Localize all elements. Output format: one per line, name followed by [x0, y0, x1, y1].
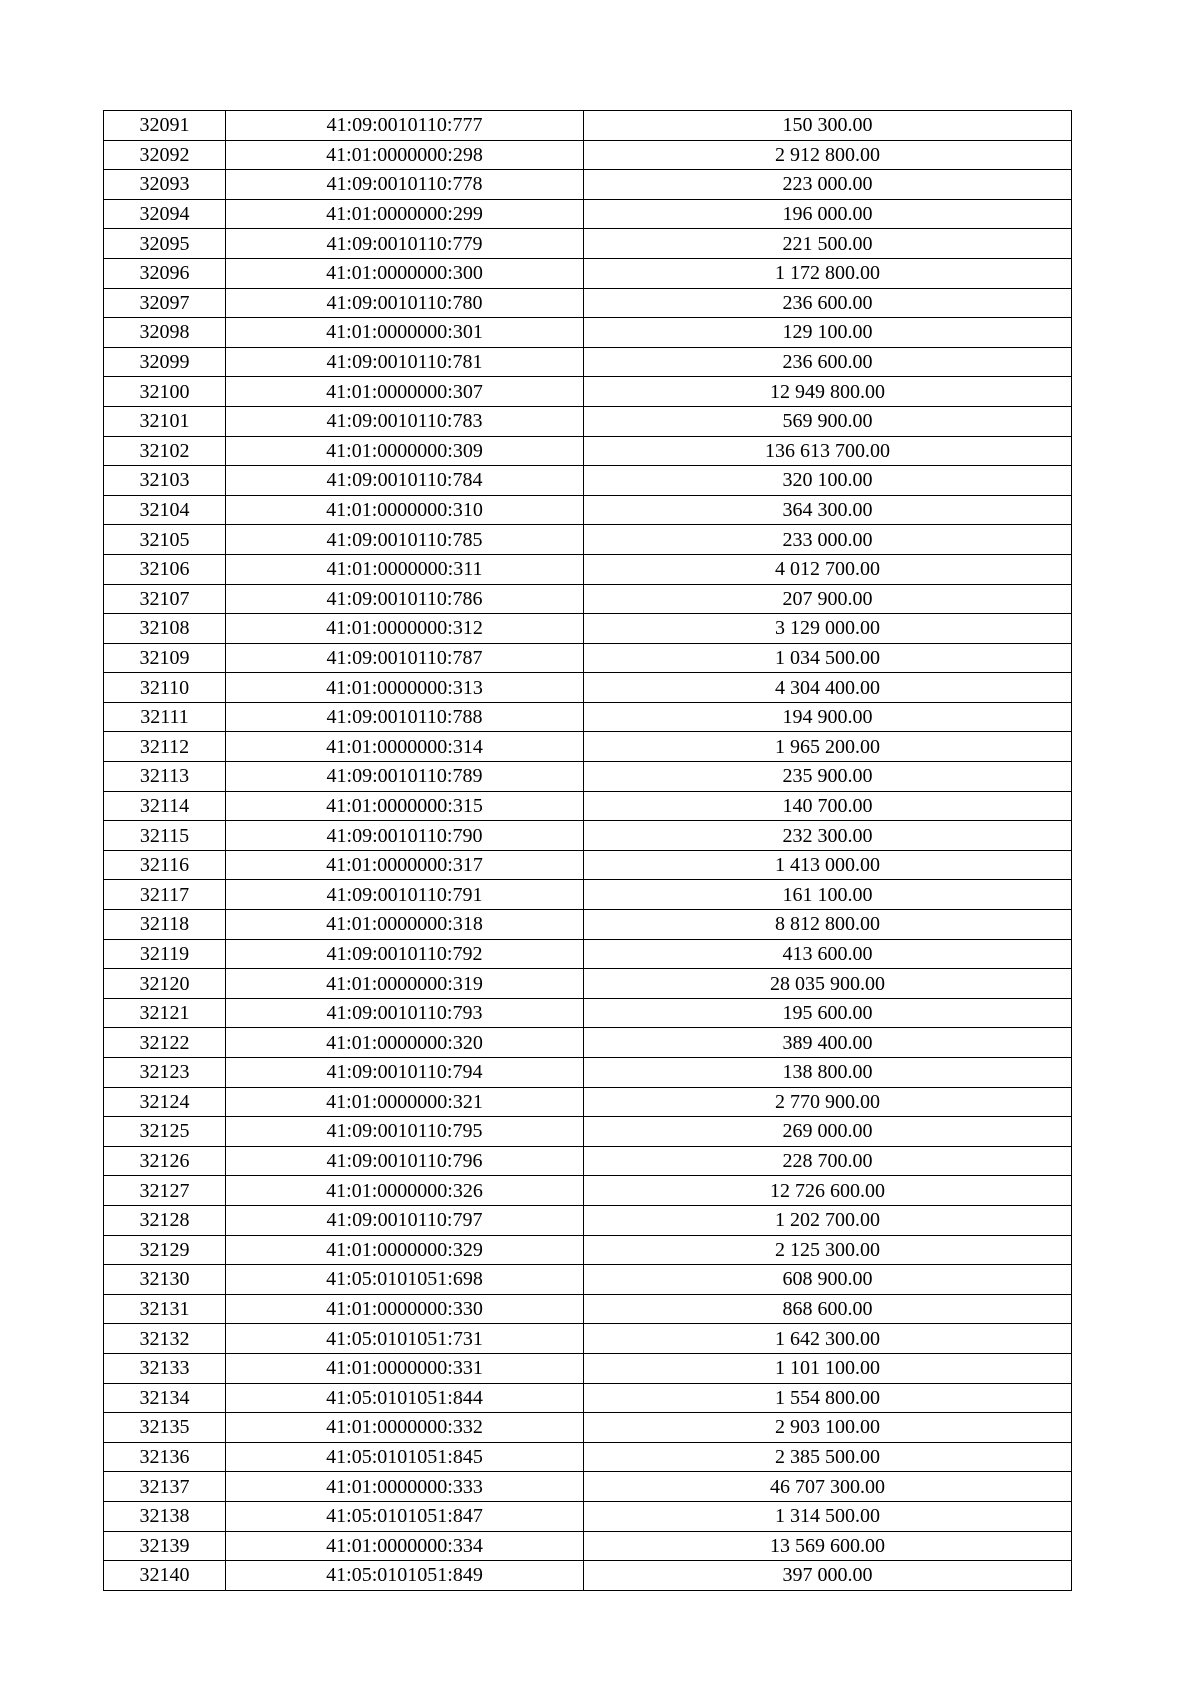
- table-row: [104, 584, 1072, 614]
- cadastral-number-cell: 41:01:0000000:332: [226, 1413, 584, 1443]
- value-cell: 8 812 800.00: [584, 910, 1072, 940]
- row-number-cell: 32136: [104, 1442, 226, 1472]
- table-row: [104, 229, 1072, 259]
- table-row: [104, 969, 1072, 999]
- cadastral-value-table: [103, 110, 1072, 1591]
- row-number-cell: 32133: [104, 1353, 226, 1383]
- table-row: [104, 850, 1072, 880]
- row-number-cell: 32125: [104, 1117, 226, 1147]
- row-number-cell: 32105: [104, 525, 226, 555]
- table-row: [104, 880, 1072, 910]
- cadastral-number-cell: 41:01:0000000:334: [226, 1531, 584, 1561]
- cadastral-number-cell: 41:09:0010110:786: [226, 584, 584, 614]
- value-cell: 868 600.00: [584, 1294, 1072, 1324]
- row-number-cell: 32115: [104, 821, 226, 851]
- cadastral-number-cell: 41:09:0010110:777: [226, 111, 584, 141]
- cadastral-number-cell: 41:05:0101051:731: [226, 1324, 584, 1354]
- value-cell: 138 800.00: [584, 1058, 1072, 1088]
- value-cell: 1 554 800.00: [584, 1383, 1072, 1413]
- row-number-cell: 32124: [104, 1087, 226, 1117]
- cadastral-number-cell: 41:05:0101051:849: [226, 1561, 584, 1591]
- cadastral-number-cell: 41:09:0010110:779: [226, 229, 584, 259]
- cadastral-number-cell: 41:09:0010110:780: [226, 288, 584, 318]
- value-cell: 2 770 900.00: [584, 1087, 1072, 1117]
- table-row: [104, 1058, 1072, 1088]
- table-row: [104, 1176, 1072, 1206]
- value-cell: 1 034 500.00: [584, 643, 1072, 673]
- row-number-cell: 32095: [104, 229, 226, 259]
- value-cell: 232 300.00: [584, 821, 1072, 851]
- table-row: [104, 1531, 1072, 1561]
- cadastral-number-cell: 41:01:0000000:318: [226, 910, 584, 940]
- table-row: [104, 1472, 1072, 1502]
- value-cell: 397 000.00: [584, 1561, 1072, 1591]
- table-row: [104, 1501, 1072, 1531]
- row-number-cell: 32134: [104, 1383, 226, 1413]
- value-cell: 236 600.00: [584, 288, 1072, 318]
- row-number-cell: 32130: [104, 1265, 226, 1295]
- row-number-cell: 32123: [104, 1058, 226, 1088]
- value-cell: 12 949 800.00: [584, 377, 1072, 407]
- row-number-cell: 32104: [104, 495, 226, 525]
- value-cell: 1 172 800.00: [584, 258, 1072, 288]
- row-number-cell: 32106: [104, 554, 226, 584]
- row-number-cell: 32108: [104, 614, 226, 644]
- cadastral-number-cell: 41:09:0010110:784: [226, 466, 584, 496]
- cadastral-number-cell: 41:01:0000000:314: [226, 732, 584, 762]
- value-cell: 194 900.00: [584, 702, 1072, 732]
- cadastral-number-cell: 41:01:0000000:307: [226, 377, 584, 407]
- table-row: [104, 288, 1072, 318]
- cadastral-number-cell: 41:05:0101051:698: [226, 1265, 584, 1295]
- value-cell: 2 125 300.00: [584, 1235, 1072, 1265]
- value-cell: 3 129 000.00: [584, 614, 1072, 644]
- cadastral-number-cell: 41:09:0010110:789: [226, 762, 584, 792]
- value-cell: 223 000.00: [584, 170, 1072, 200]
- cadastral-number-cell: 41:05:0101051:847: [226, 1501, 584, 1531]
- value-cell: 236 600.00: [584, 347, 1072, 377]
- row-number-cell: 32113: [104, 762, 226, 792]
- row-number-cell: 32103: [104, 466, 226, 496]
- table-row: [104, 1028, 1072, 1058]
- row-number-cell: 32101: [104, 406, 226, 436]
- table-row: [104, 1265, 1072, 1295]
- row-number-cell: 32096: [104, 258, 226, 288]
- table-row: [104, 258, 1072, 288]
- value-cell: 228 700.00: [584, 1146, 1072, 1176]
- row-number-cell: 32094: [104, 199, 226, 229]
- table-row: [104, 1146, 1072, 1176]
- table-row: [104, 821, 1072, 851]
- table-row: [104, 1087, 1072, 1117]
- value-cell: 196 000.00: [584, 199, 1072, 229]
- table-row: [104, 111, 1072, 141]
- value-cell: 1 965 200.00: [584, 732, 1072, 762]
- row-number-cell: 32112: [104, 732, 226, 762]
- value-cell: 608 900.00: [584, 1265, 1072, 1295]
- cadastral-number-cell: 41:01:0000000:299: [226, 199, 584, 229]
- value-cell: 221 500.00: [584, 229, 1072, 259]
- value-cell: 364 300.00: [584, 495, 1072, 525]
- row-number-cell: 32098: [104, 318, 226, 348]
- table-row: [104, 1324, 1072, 1354]
- table-row: [104, 1413, 1072, 1443]
- value-cell: 150 300.00: [584, 111, 1072, 141]
- value-cell: 269 000.00: [584, 1117, 1072, 1147]
- row-number-cell: 32126: [104, 1146, 226, 1176]
- value-cell: 46 707 300.00: [584, 1472, 1072, 1502]
- table-body: [104, 111, 1072, 1591]
- cadastral-number-cell: 41:09:0010110:788: [226, 702, 584, 732]
- cadastral-number-cell: 41:01:0000000:300: [226, 258, 584, 288]
- cadastral-number-cell: 41:09:0010110:796: [226, 1146, 584, 1176]
- cadastral-number-cell: 41:09:0010110:797: [226, 1205, 584, 1235]
- cadastral-number-cell: 41:09:0010110:793: [226, 998, 584, 1028]
- value-cell: 2 903 100.00: [584, 1413, 1072, 1443]
- row-number-cell: 32117: [104, 880, 226, 910]
- cadastral-number-cell: 41:01:0000000:309: [226, 436, 584, 466]
- cadastral-number-cell: 41:01:0000000:312: [226, 614, 584, 644]
- row-number-cell: 32102: [104, 436, 226, 466]
- value-cell: 4 304 400.00: [584, 673, 1072, 703]
- cadastral-number-cell: 41:09:0010110:787: [226, 643, 584, 673]
- cadastral-number-cell: 41:09:0010110:785: [226, 525, 584, 555]
- table-row: [104, 199, 1072, 229]
- row-number-cell: 32127: [104, 1176, 226, 1206]
- value-cell: 2 385 500.00: [584, 1442, 1072, 1472]
- row-number-cell: 32122: [104, 1028, 226, 1058]
- cadastral-number-cell: 41:01:0000000:329: [226, 1235, 584, 1265]
- table-row: [104, 1205, 1072, 1235]
- row-number-cell: 32097: [104, 288, 226, 318]
- table-row: [104, 525, 1072, 555]
- value-cell: 1 642 300.00: [584, 1324, 1072, 1354]
- value-cell: 2 912 800.00: [584, 140, 1072, 170]
- cadastral-number-cell: 41:01:0000000:326: [226, 1176, 584, 1206]
- value-cell: 136 613 700.00: [584, 436, 1072, 466]
- row-number-cell: 32099: [104, 347, 226, 377]
- table-row: [104, 170, 1072, 200]
- table-row: [104, 1235, 1072, 1265]
- row-number-cell: 32100: [104, 377, 226, 407]
- row-number-cell: 32119: [104, 939, 226, 969]
- table-row: [104, 643, 1072, 673]
- cadastral-number-cell: 41:01:0000000:317: [226, 850, 584, 880]
- value-cell: 195 600.00: [584, 998, 1072, 1028]
- table-row: [104, 762, 1072, 792]
- value-cell: 207 900.00: [584, 584, 1072, 614]
- row-number-cell: 32118: [104, 910, 226, 940]
- cadastral-number-cell: 41:09:0010110:778: [226, 170, 584, 200]
- table-row: [104, 347, 1072, 377]
- row-number-cell: 32091: [104, 111, 226, 141]
- cadastral-number-cell: 41:05:0101051:845: [226, 1442, 584, 1472]
- cadastral-number-cell: 41:09:0010110:781: [226, 347, 584, 377]
- cadastral-number-cell: 41:01:0000000:331: [226, 1353, 584, 1383]
- value-cell: 569 900.00: [584, 406, 1072, 436]
- cadastral-number-cell: 41:01:0000000:319: [226, 969, 584, 999]
- table-row: [104, 614, 1072, 644]
- cadastral-number-cell: 41:01:0000000:320: [226, 1028, 584, 1058]
- table-row: [104, 466, 1072, 496]
- cadastral-number-cell: 41:09:0010110:792: [226, 939, 584, 969]
- table-row: [104, 998, 1072, 1028]
- row-number-cell: 32093: [104, 170, 226, 200]
- value-cell: 1 413 000.00: [584, 850, 1072, 880]
- cadastral-number-cell: 41:09:0010110:783: [226, 406, 584, 436]
- cadastral-number-cell: 41:09:0010110:795: [226, 1117, 584, 1147]
- value-cell: 235 900.00: [584, 762, 1072, 792]
- row-number-cell: 32138: [104, 1501, 226, 1531]
- cadastral-number-cell: 41:09:0010110:790: [226, 821, 584, 851]
- value-cell: 413 600.00: [584, 939, 1072, 969]
- table-row: [104, 1561, 1072, 1591]
- cadastral-number-cell: 41:09:0010110:794: [226, 1058, 584, 1088]
- cadastral-number-cell: 41:01:0000000:315: [226, 791, 584, 821]
- row-number-cell: 32110: [104, 673, 226, 703]
- table-row: [104, 140, 1072, 170]
- row-number-cell: 32135: [104, 1413, 226, 1443]
- table-row: [104, 910, 1072, 940]
- value-cell: 389 400.00: [584, 1028, 1072, 1058]
- value-cell: 13 569 600.00: [584, 1531, 1072, 1561]
- table-row: [104, 791, 1072, 821]
- table-row: [104, 406, 1072, 436]
- cadastral-number-cell: 41:01:0000000:301: [226, 318, 584, 348]
- row-number-cell: 32128: [104, 1205, 226, 1235]
- table-row: [104, 436, 1072, 466]
- value-cell: 1 101 100.00: [584, 1353, 1072, 1383]
- value-cell: 12 726 600.00: [584, 1176, 1072, 1206]
- table-row: [104, 318, 1072, 348]
- table-row: [104, 1442, 1072, 1472]
- row-number-cell: 32140: [104, 1561, 226, 1591]
- table-row: [104, 554, 1072, 584]
- value-cell: 28 035 900.00: [584, 969, 1072, 999]
- table-row: [104, 377, 1072, 407]
- row-number-cell: 32114: [104, 791, 226, 821]
- value-cell: 233 000.00: [584, 525, 1072, 555]
- value-cell: 161 100.00: [584, 880, 1072, 910]
- cadastral-number-cell: 41:09:0010110:791: [226, 880, 584, 910]
- row-number-cell: 32092: [104, 140, 226, 170]
- cadastral-number-cell: 41:05:0101051:844: [226, 1383, 584, 1413]
- value-cell: 1 314 500.00: [584, 1501, 1072, 1531]
- cadastral-number-cell: 41:01:0000000:310: [226, 495, 584, 525]
- row-number-cell: 32121: [104, 998, 226, 1028]
- row-number-cell: 32120: [104, 969, 226, 999]
- value-cell: 4 012 700.00: [584, 554, 1072, 584]
- value-cell: 1 202 700.00: [584, 1205, 1072, 1235]
- table-row: [104, 673, 1072, 703]
- cadastral-number-cell: 41:01:0000000:313: [226, 673, 584, 703]
- cadastral-number-cell: 41:01:0000000:330: [226, 1294, 584, 1324]
- value-cell: 129 100.00: [584, 318, 1072, 348]
- row-number-cell: 32116: [104, 850, 226, 880]
- table-row: [104, 939, 1072, 969]
- value-cell: 140 700.00: [584, 791, 1072, 821]
- row-number-cell: 32111: [104, 702, 226, 732]
- value-cell: 320 100.00: [584, 466, 1072, 496]
- table-row: [104, 1383, 1072, 1413]
- row-number-cell: 32131: [104, 1294, 226, 1324]
- cadastral-number-cell: 41:01:0000000:321: [226, 1087, 584, 1117]
- cadastral-number-cell: 41:01:0000000:298: [226, 140, 584, 170]
- row-number-cell: 32139: [104, 1531, 226, 1561]
- cadastral-number-cell: 41:01:0000000:311: [226, 554, 584, 584]
- table-row: [104, 1117, 1072, 1147]
- row-number-cell: 32129: [104, 1235, 226, 1265]
- table-row: [104, 702, 1072, 732]
- table-row: [104, 495, 1072, 525]
- cadastral-number-cell: 41:01:0000000:333: [226, 1472, 584, 1502]
- row-number-cell: 32137: [104, 1472, 226, 1502]
- row-number-cell: 32132: [104, 1324, 226, 1354]
- table-row: [104, 1294, 1072, 1324]
- row-number-cell: 32107: [104, 584, 226, 614]
- table-row: [104, 732, 1072, 762]
- table-row: [104, 1353, 1072, 1383]
- row-number-cell: 32109: [104, 643, 226, 673]
